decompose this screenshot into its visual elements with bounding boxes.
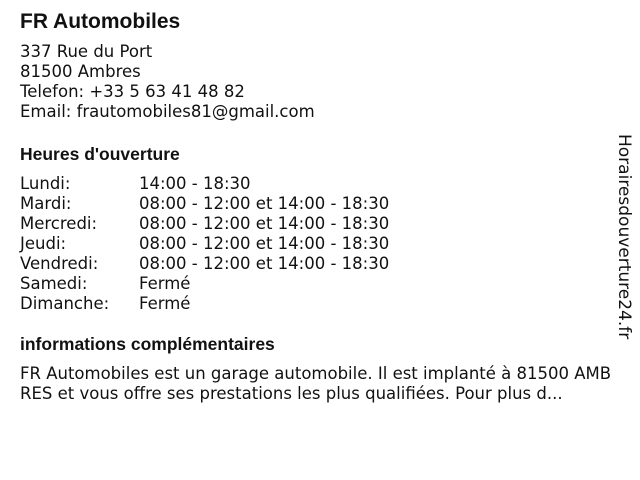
hours-time-value: Fermé — [139, 294, 191, 313]
phone-text: Telefon: +33 5 63 41 48 82 — [20, 82, 245, 101]
hours-time-value: Fermé — [139, 274, 191, 293]
hours-row-sunday — [20, 294, 610, 314]
hours-day-label: Lundi: — [20, 174, 71, 193]
hours-row-friday — [20, 254, 610, 274]
hours-day-label: Vendredi: — [20, 254, 99, 273]
hours-row-monday — [20, 174, 610, 194]
email-text: Email: frautomobiles81@gmail.com — [20, 102, 315, 121]
business-description: FR Automobiles est un garage automobile. Il est implanté à 81500 AMBRES et vous offre ses prestations les plus qualifiées. Pour plus d... — [20, 364, 612, 403]
hours-time-value: 08:00 - 12:00 et 14:00 - 18:30 — [139, 214, 390, 233]
opening-hours-heading: Heures d'ouverture — [20, 144, 180, 164]
address-street: 337 Rue du Port — [20, 42, 153, 61]
opening-hours-table — [20, 174, 610, 314]
contact-block — [20, 42, 610, 122]
hours-row-tuesday — [20, 194, 610, 214]
hours-day-label: Mardi: — [20, 194, 72, 213]
hours-row-saturday — [20, 274, 610, 294]
hours-time-value: 08:00 - 12:00 et 14:00 - 18:30 — [139, 254, 390, 273]
business-card — [20, 10, 610, 404]
address-city: 81500 Ambres — [20, 62, 141, 81]
hours-time-value: 08:00 - 12:00 et 14:00 - 18:30 — [139, 234, 390, 253]
hours-time-value: 14:00 - 18:30 — [139, 174, 251, 193]
additional-info-heading: informations complémentaires — [20, 334, 275, 354]
hours-day-label: Mercredi: — [20, 214, 98, 233]
site-brand-vertical: Horairesdouverture24.fr — [614, 134, 634, 340]
hours-row-wednesday — [20, 214, 610, 234]
hours-day-label: Dimanche: — [20, 294, 110, 313]
hours-day-label: Jeudi: — [20, 234, 67, 253]
business-name: FR Automobiles — [20, 10, 181, 33]
hours-time-value: 08:00 - 12:00 et 14:00 - 18:30 — [139, 194, 390, 213]
hours-row-thursday — [20, 234, 610, 254]
hours-day-label: Samedi: — [20, 274, 88, 293]
